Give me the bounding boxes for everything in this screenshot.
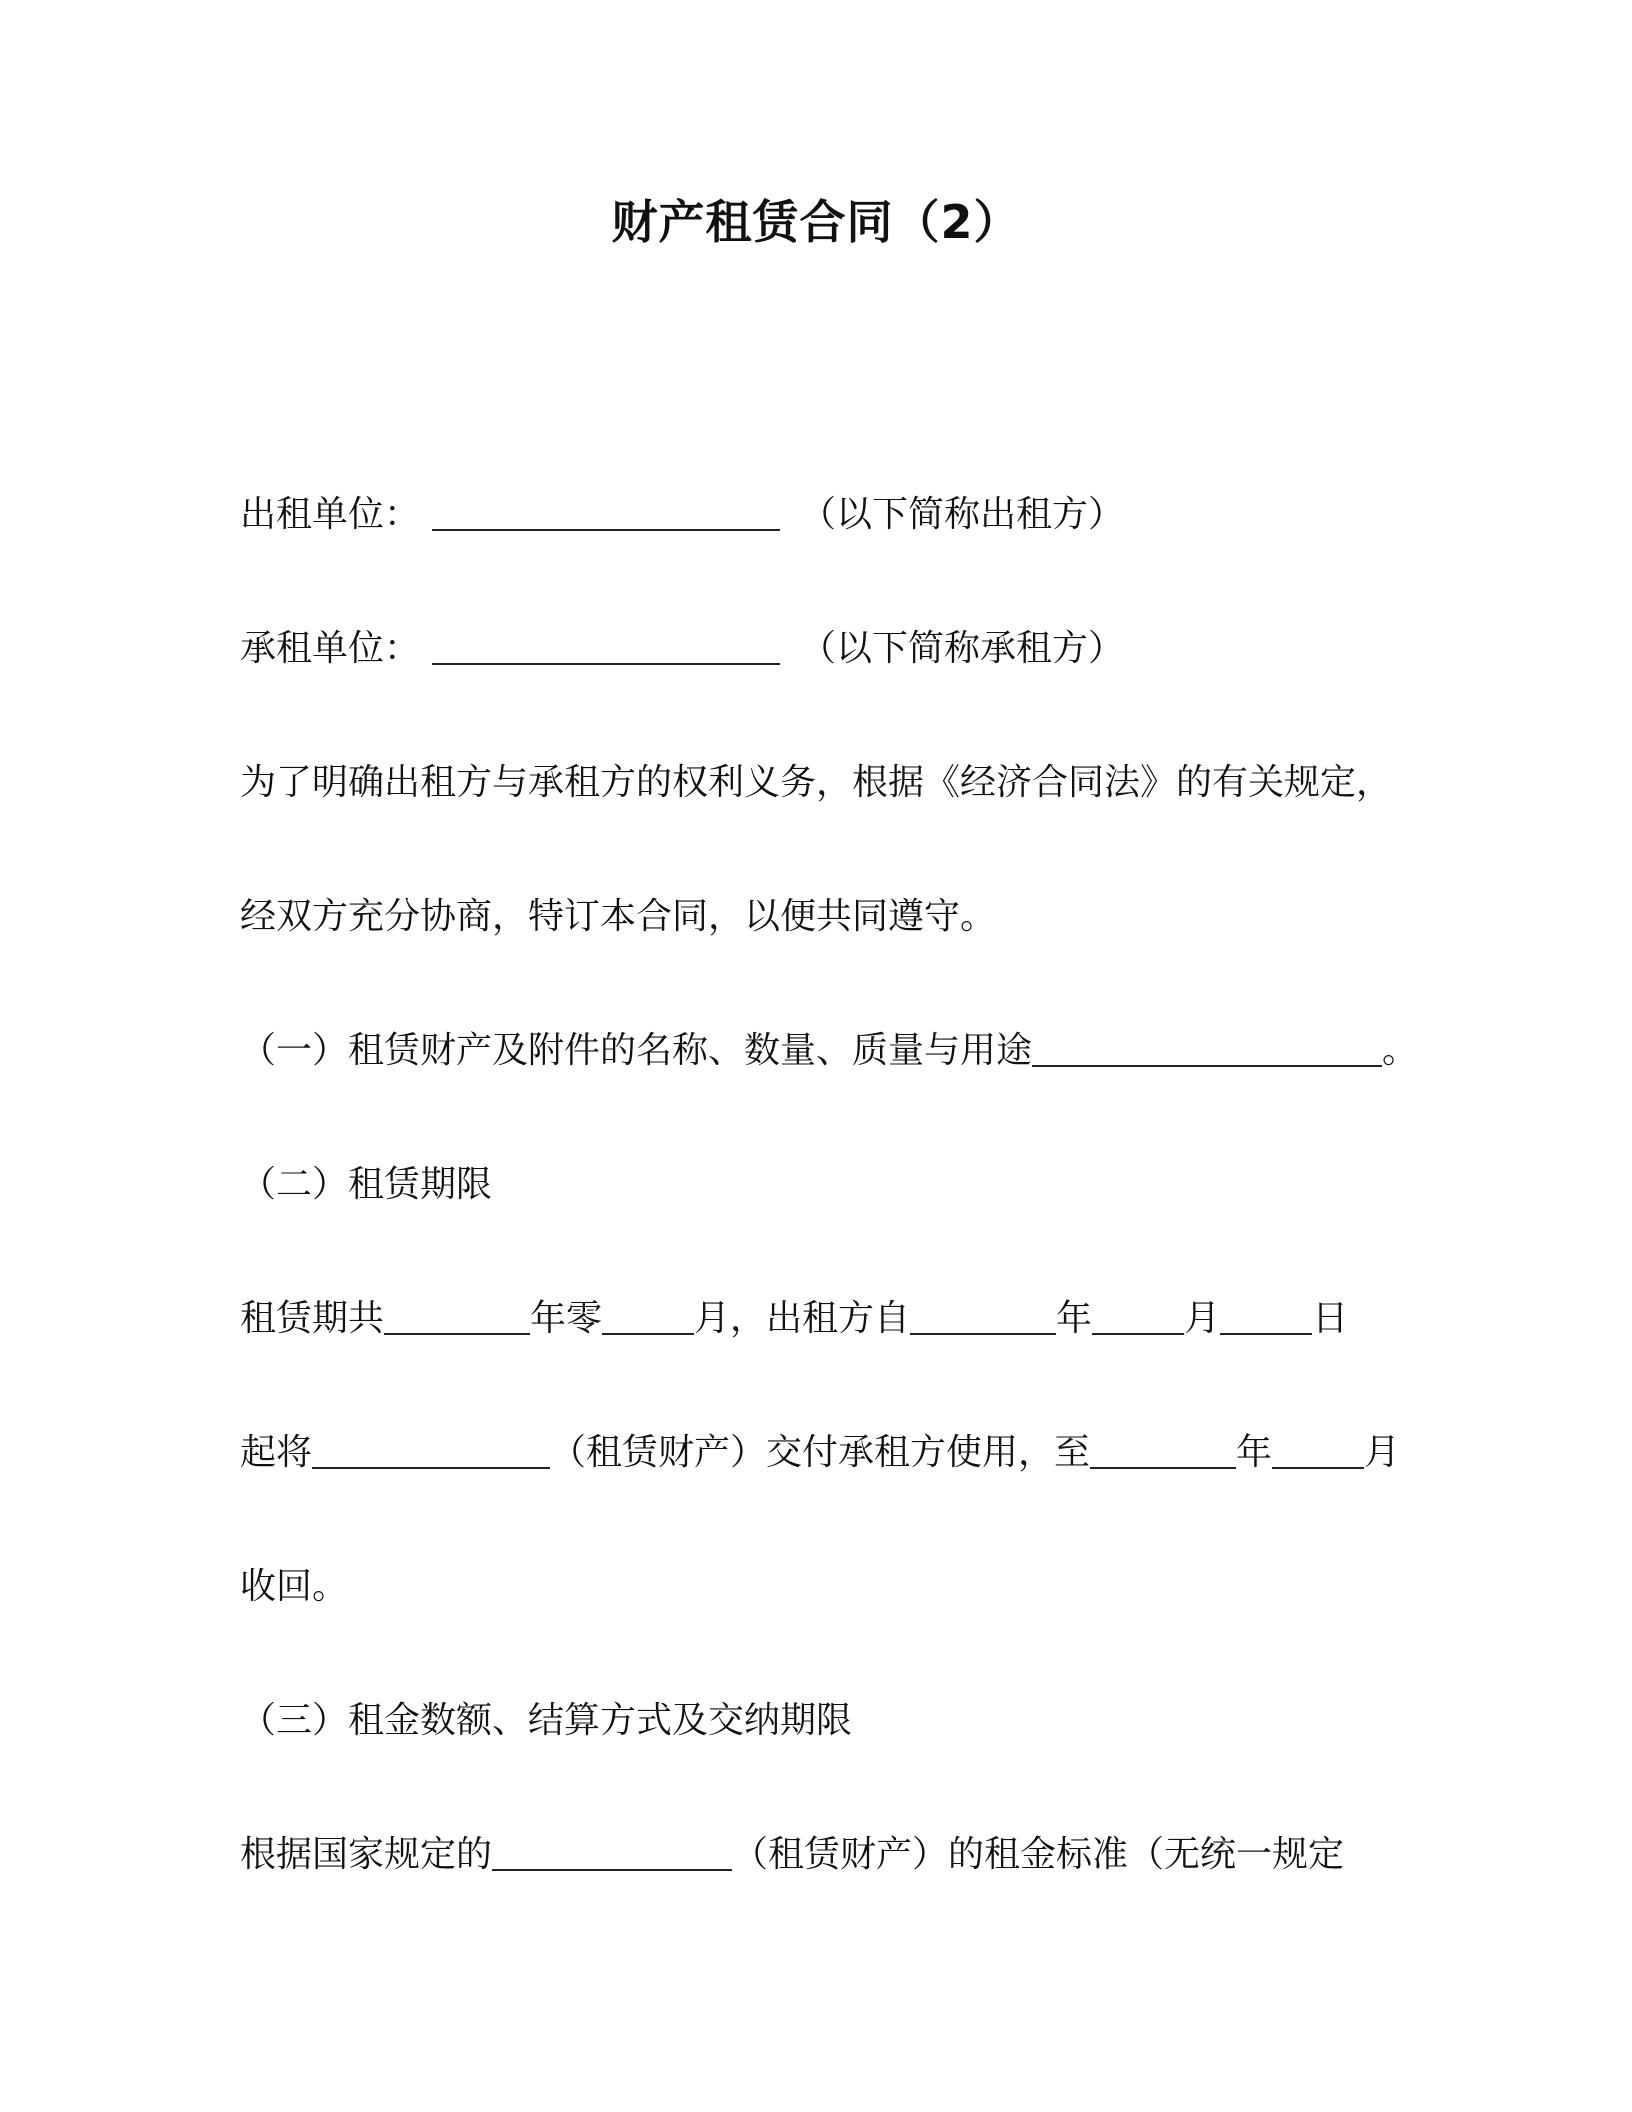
clause1-end: 。: [1382, 1030, 1419, 1071]
clause2-line-2: [240, 1423, 1400, 1483]
rent-prefix: 根据国家规定的: [240, 1834, 493, 1875]
term-years-blank[interactable]: [384, 1289, 530, 1335]
handover-prefix: 起将: [240, 1432, 313, 1473]
end-year-blank[interactable]: [1090, 1423, 1236, 1469]
lessee-line: [240, 619, 1124, 679]
handover-text: （租赁财产）交付承租方使用，至: [550, 1432, 1091, 1473]
start-prefix: 月，出租方自: [694, 1298, 911, 1339]
lessee-blank[interactable]: [432, 619, 780, 665]
end-year-label: 年: [1236, 1432, 1273, 1473]
clause1-blank[interactable]: [1032, 1021, 1382, 1067]
lessor-note: （以下简称出租方）: [800, 494, 1125, 535]
clause1-line: [240, 1021, 1418, 1081]
start-day-label: 日: [1312, 1298, 1349, 1339]
term-months-blank[interactable]: [602, 1289, 694, 1335]
document-title: 财产租赁合同（2）: [611, 195, 1021, 249]
lessor-blank[interactable]: [432, 485, 780, 531]
clause3-line-1: [240, 1825, 1344, 1885]
start-month-label: 月: [1184, 1298, 1221, 1339]
clause2-line-3: 收回。: [240, 1566, 349, 1607]
lessee-note: （以下简称承租方）: [800, 628, 1125, 669]
clause3-heading: （三）租金数额、结算方式及交纳期限: [240, 1700, 853, 1741]
term-years-label: 年零: [530, 1298, 603, 1339]
property-blank[interactable]: [312, 1423, 550, 1469]
preamble-line-1: 为了明确出租方与承租方的权利义务，根据《经济合同法》的有关规定，: [240, 762, 1393, 803]
start-year-label: 年: [1056, 1298, 1093, 1339]
clause2-heading: （二）租赁期限: [240, 1164, 493, 1205]
start-day-blank[interactable]: [1220, 1289, 1312, 1335]
rent-standard-text: （租赁财产）的租金标准（无统一规定: [732, 1834, 1345, 1875]
lessor-label: 出租单位：: [240, 494, 421, 535]
clause1-text: （一）租赁财产及附件的名称、数量、质量与用途: [240, 1030, 1033, 1071]
preamble-line-2: 经双方充分协商，特订本合同，以便共同遵守。: [240, 896, 997, 937]
start-month-blank[interactable]: [1092, 1289, 1184, 1335]
end-month-blank[interactable]: [1272, 1423, 1364, 1469]
end-month-label: 月: [1364, 1432, 1401, 1473]
lessor-line: [240, 485, 1124, 545]
clause2-line-1: [240, 1289, 1348, 1349]
start-year-blank[interactable]: [910, 1289, 1056, 1335]
rent-property-blank[interactable]: [492, 1825, 732, 1871]
lessee-label: 承租单位：: [240, 628, 421, 669]
term-prefix: 租赁期共: [240, 1298, 385, 1339]
